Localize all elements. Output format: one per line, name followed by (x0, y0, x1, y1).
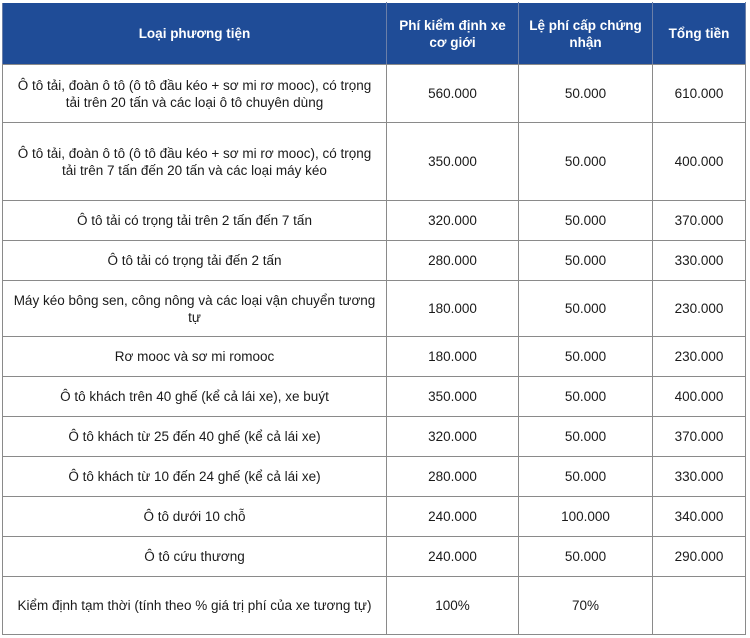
table-row (3, 577, 746, 635)
cell-vehicle-type: Ô tô tải có trọng tải trên 2 tấn đến 7 tấn (3, 201, 387, 241)
cell-total: 330.000 (653, 457, 746, 497)
cell-total (653, 577, 746, 635)
cell-vehicle-type: Ô tô tải, đoàn ô tô (ô tô đầu kéo + sơ mi rơ mooc), có trọng tải trên 7 tấn đến 20 tấn và các loại máy kéo (3, 123, 387, 201)
cell-vehicle-type: Kiểm định tạm thời (tính theo % giá trị phí của xe tương tự) (3, 577, 387, 635)
cell-total: 610.000 (653, 65, 746, 123)
cell-certificate-fee: 50.000 (519, 241, 653, 281)
cell-inspection-fee: 280.000 (387, 241, 519, 281)
cell-inspection-fee: 180.000 (387, 281, 519, 337)
table-row (3, 537, 746, 577)
cell-vehicle-type: Máy kéo bông sen, công nông và các loại vận chuyển tương tự (3, 281, 387, 337)
cell-inspection-fee: 320.000 (387, 417, 519, 457)
cell-total: 230.000 (653, 281, 746, 337)
cell-inspection-fee: 240.000 (387, 497, 519, 537)
header-inspection-fee: Phí kiểm định xe cơ giới (387, 3, 519, 65)
fee-table (2, 2, 746, 635)
table-row (3, 65, 746, 123)
cell-inspection-fee: 350.000 (387, 123, 519, 201)
table-row (3, 337, 746, 377)
cell-inspection-fee: 180.000 (387, 337, 519, 377)
table-row (3, 123, 746, 201)
table-row (3, 201, 746, 241)
cell-certificate-fee: 70% (519, 577, 653, 635)
cell-certificate-fee: 50.000 (519, 417, 653, 457)
table-row (3, 417, 746, 457)
cell-certificate-fee: 50.000 (519, 457, 653, 497)
cell-vehicle-type: Rơ mooc và sơ mi romooc (3, 337, 387, 377)
cell-inspection-fee: 320.000 (387, 201, 519, 241)
cell-vehicle-type: Ô tô dưới 10 chỗ (3, 497, 387, 537)
cell-inspection-fee: 240.000 (387, 537, 519, 577)
cell-total: 340.000 (653, 497, 746, 537)
cell-vehicle-type: Ô tô cứu thương (3, 537, 387, 577)
cell-total: 290.000 (653, 537, 746, 577)
cell-inspection-fee: 100% (387, 577, 519, 635)
header-certificate-fee: Lệ phí cấp chứng nhận (519, 3, 653, 65)
cell-vehicle-type: Ô tô khách từ 10 đến 24 ghế (kể cả lái xe) (3, 457, 387, 497)
cell-certificate-fee: 50.000 (519, 123, 653, 201)
cell-vehicle-type: Ô tô khách từ 25 đến 40 ghế (kể cả lái xe) (3, 417, 387, 457)
cell-certificate-fee: 50.000 (519, 537, 653, 577)
cell-inspection-fee: 350.000 (387, 377, 519, 417)
table-header-row (3, 3, 746, 65)
cell-certificate-fee: 50.000 (519, 337, 653, 377)
cell-inspection-fee: 280.000 (387, 457, 519, 497)
cell-certificate-fee: 50.000 (519, 281, 653, 337)
cell-total: 230.000 (653, 337, 746, 377)
cell-inspection-fee: 560.000 (387, 65, 519, 123)
cell-vehicle-type: Ô tô tải có trọng tải đến 2 tấn (3, 241, 387, 281)
cell-certificate-fee: 50.000 (519, 201, 653, 241)
header-total: Tổng tiền (653, 3, 746, 65)
cell-certificate-fee: 100.000 (519, 497, 653, 537)
cell-total: 400.000 (653, 123, 746, 201)
cell-total: 370.000 (653, 417, 746, 457)
header-vehicle-type: Loại phương tiện (3, 3, 387, 65)
cell-vehicle-type: Ô tô khách trên 40 ghế (kể cả lái xe), xe buýt (3, 377, 387, 417)
table-row (3, 241, 746, 281)
cell-total: 370.000 (653, 201, 746, 241)
table-row (3, 281, 746, 337)
cell-certificate-fee: 50.000 (519, 65, 653, 123)
cell-vehicle-type: Ô tô tải, đoàn ô tô (ô tô đầu kéo + sơ mi rơ mooc), có trọng tải trên 20 tấn và các loại ô tô chuyên dùng (3, 65, 387, 123)
cell-total: 330.000 (653, 241, 746, 281)
table-row (3, 457, 746, 497)
cell-total: 400.000 (653, 377, 746, 417)
table-row (3, 377, 746, 417)
table-row (3, 497, 746, 537)
cell-certificate-fee: 50.000 (519, 377, 653, 417)
